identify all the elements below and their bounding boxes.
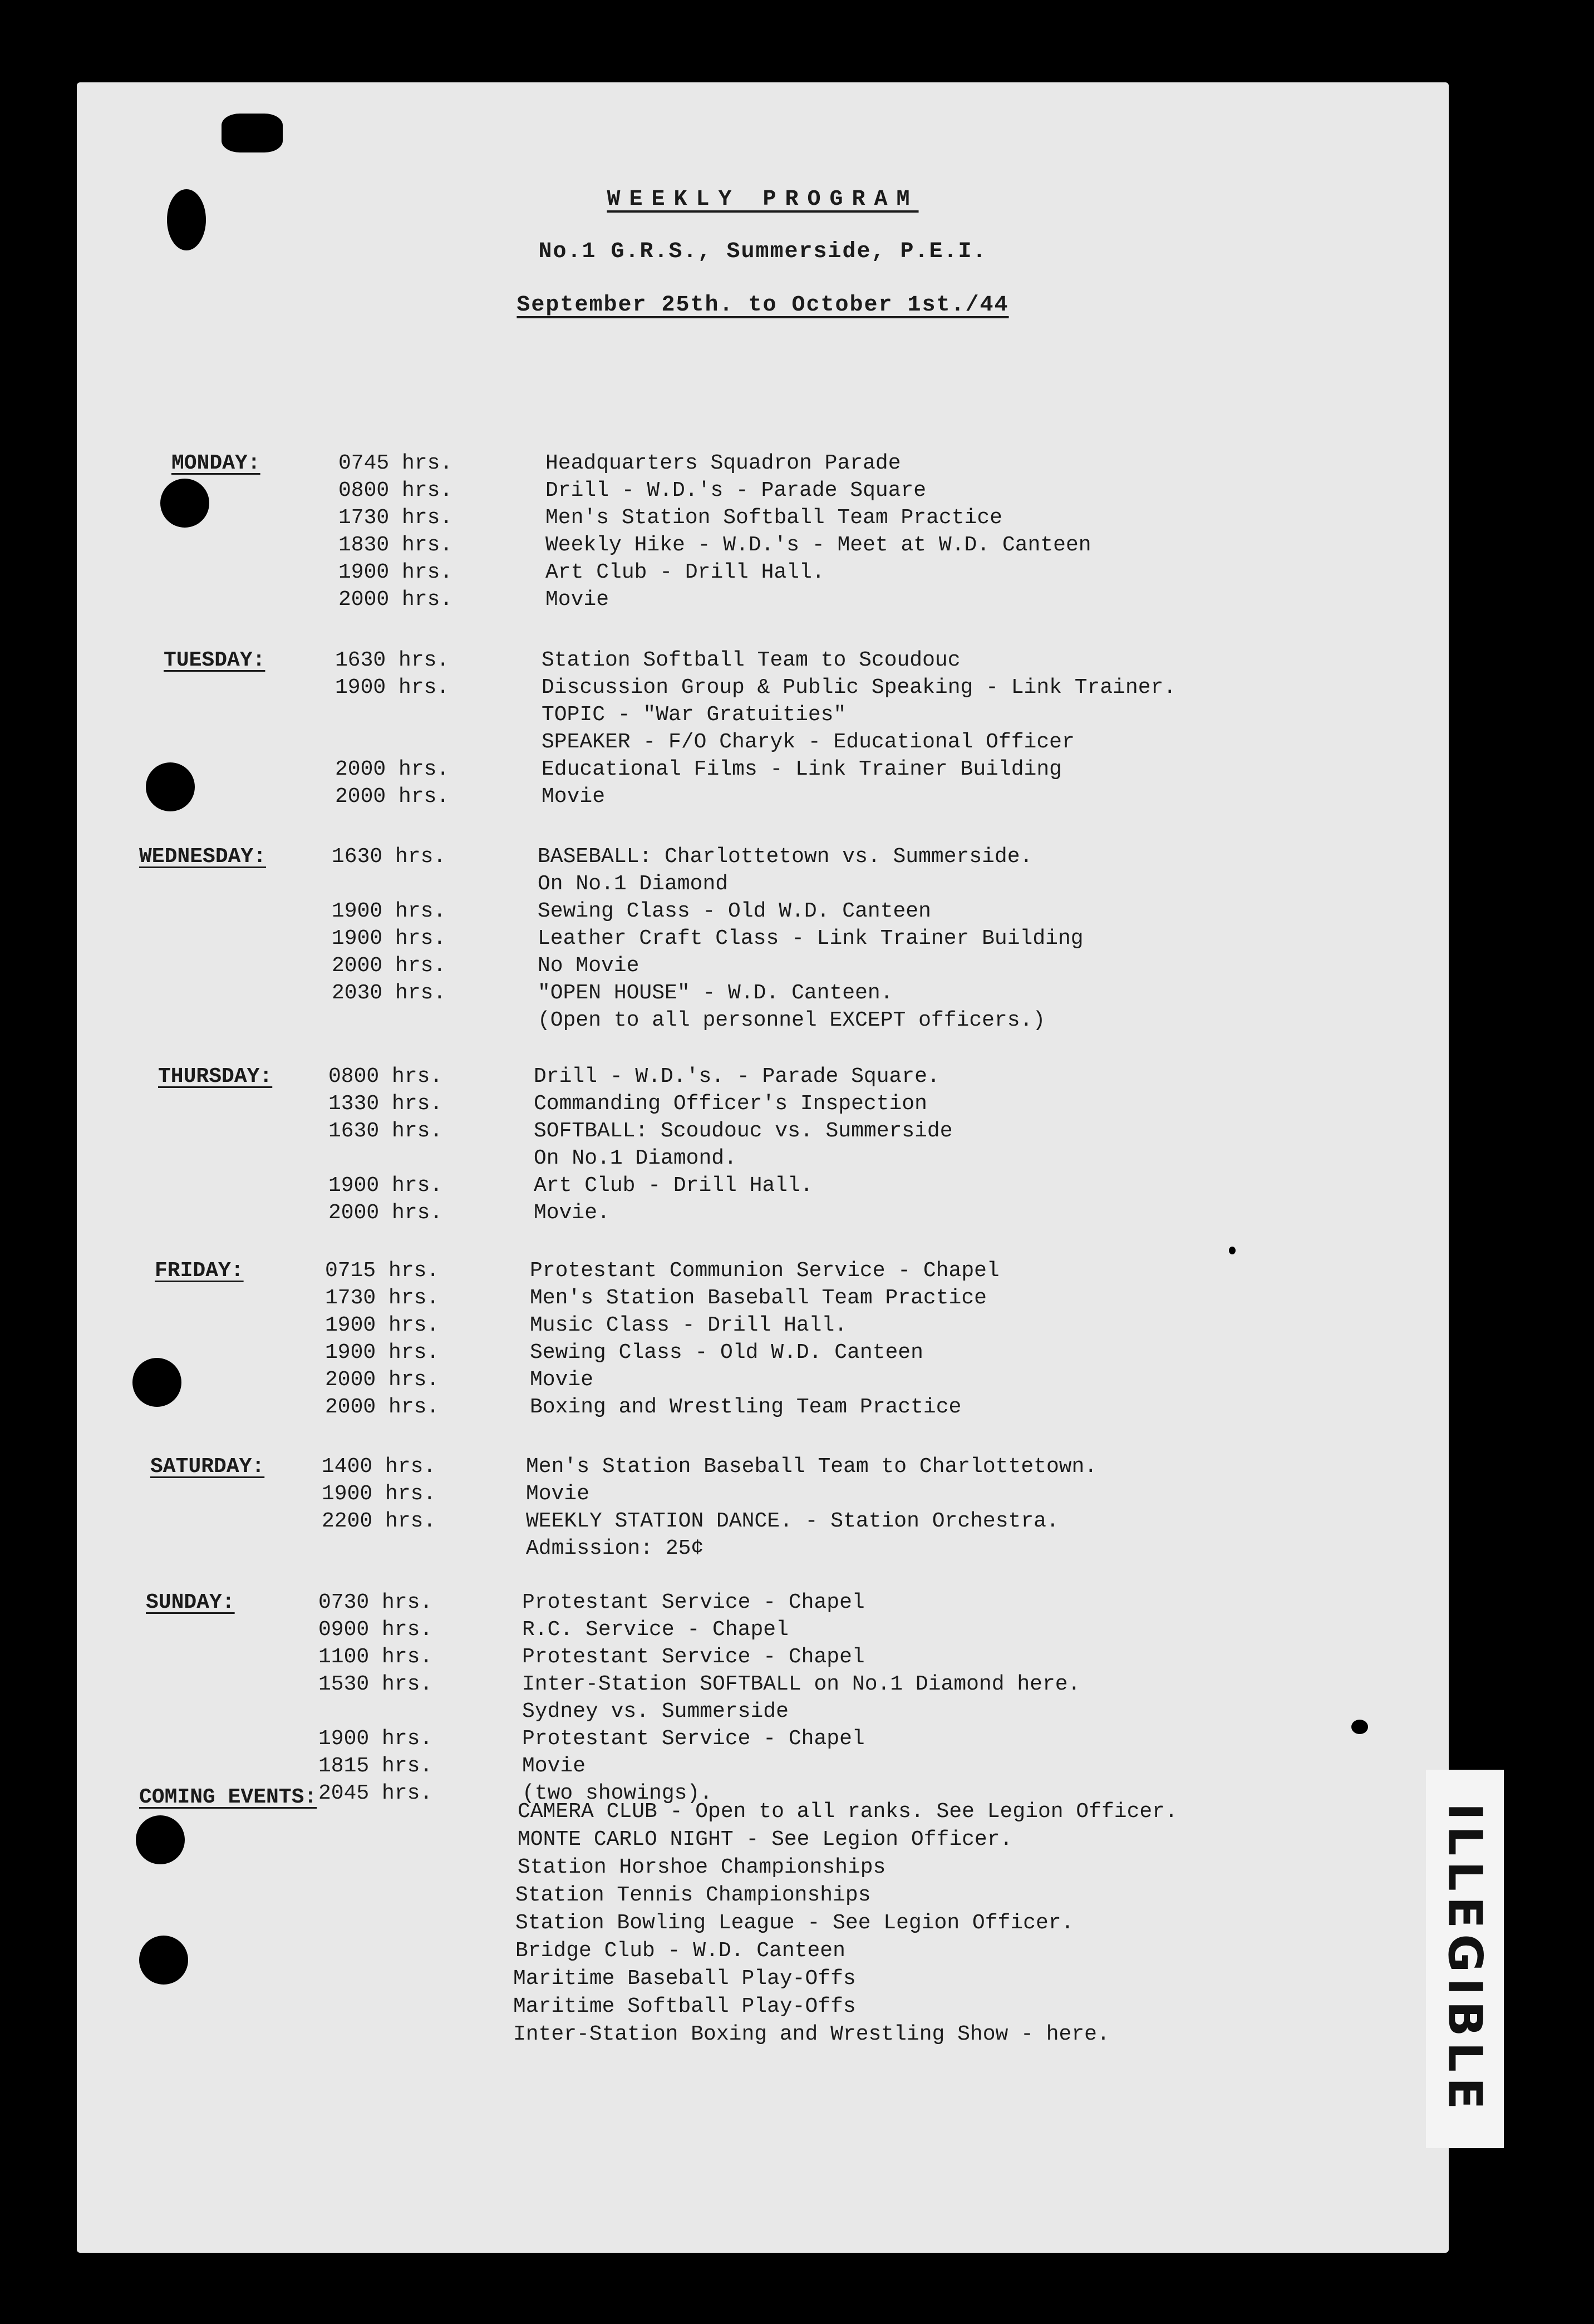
- event-description: Movie.: [534, 1201, 610, 1225]
- event-time: 1900 hrs.: [318, 1727, 433, 1751]
- day-label: MONDAY:: [171, 451, 260, 475]
- punch-hole: [167, 189, 206, 250]
- event-time: 1100 hrs.: [318, 1645, 433, 1669]
- punch-hole: [146, 762, 195, 811]
- event-time: 1900 hrs.: [328, 1174, 443, 1198]
- event-description: Inter-Station SOFTBALL on No.1 Diamond here.: [522, 1672, 1081, 1696]
- event-description: Sewing Class - Old W.D. Canteen: [538, 899, 931, 923]
- event-description: No Movie: [538, 954, 639, 978]
- event-time: 2030 hrs.: [332, 981, 446, 1005]
- event-time: 2000 hrs.: [328, 1201, 443, 1225]
- event-description: (Open to all personnel EXCEPT officers.): [538, 1008, 1046, 1032]
- event-description: Weekly Hike - W.D.'s - Meet at W.D. Canteen: [545, 533, 1091, 557]
- program-title: WEEKLY PROGRAM: [607, 187, 919, 212]
- event-description: Movie: [526, 1482, 590, 1506]
- event-description: Boxing and Wrestling Team Practice: [530, 1395, 962, 1419]
- document-page: [77, 82, 1449, 2253]
- event-description: Drill - W.D.'s - Parade Square: [545, 479, 927, 503]
- event-description: Protestant Service - Chapel: [522, 1727, 865, 1751]
- event-time: 1730 hrs.: [338, 506, 453, 530]
- event-description: BASEBALL: Charlottetown vs. Summerside.: [538, 845, 1033, 869]
- day-label: WEDNESDAY:: [139, 845, 267, 869]
- coming-event-item: Station Tennis Championships: [515, 1883, 871, 1907]
- event-description: On No.1 Diamond: [538, 872, 729, 896]
- event-description: WEEKLY STATION DANCE. - Station Orchestra.: [526, 1509, 1059, 1533]
- event-description: Station Softball Team to Scoudouc: [542, 648, 961, 672]
- event-time: 1900 hrs.: [325, 1313, 440, 1337]
- event-time: 1815 hrs.: [318, 1754, 433, 1778]
- event-time: 2000 hrs.: [325, 1395, 440, 1419]
- coming-event-item: Station Horshoe Championships: [518, 1855, 886, 1879]
- event-description: SOFTBALL: Scoudouc vs. Summerside: [534, 1119, 953, 1143]
- event-description: Sewing Class - Old W.D. Canteen: [530, 1341, 923, 1365]
- event-description: SPEAKER - F/O Charyk - Educational Officer: [542, 730, 1075, 754]
- day-label: SATURDAY:: [150, 1455, 265, 1479]
- event-description: TOPIC - "War Gratuities": [542, 703, 847, 727]
- event-description: Sydney vs. Summerside: [522, 1700, 789, 1724]
- event-time: 1900 hrs.: [332, 927, 446, 951]
- coming-event-item: Maritime Softball Play-Offs: [513, 1995, 856, 2018]
- event-time: 1730 hrs.: [325, 1286, 440, 1310]
- event-time: 2000 hrs.: [332, 954, 446, 978]
- event-description: R.C. Service - Chapel: [522, 1618, 789, 1642]
- event-description: "OPEN HOUSE" - W.D. Canteen.: [538, 981, 893, 1005]
- event-time: 1400 hrs.: [322, 1455, 436, 1479]
- event-time: 0745 hrs.: [338, 451, 453, 475]
- event-description: Men's Station Baseball Team Practice: [530, 1286, 987, 1310]
- event-time: 1530 hrs.: [318, 1672, 433, 1696]
- illegible-stamp-text: ILLEGIBLE: [1438, 1803, 1493, 2115]
- event-time: 1830 hrs.: [338, 533, 453, 557]
- event-time: 0900 hrs.: [318, 1618, 433, 1642]
- event-time: 1900 hrs.: [335, 676, 450, 700]
- event-time: 2200 hrs.: [322, 1509, 436, 1533]
- event-description: Admission: 25¢: [526, 1537, 704, 1560]
- event-time: 0730 hrs.: [318, 1591, 433, 1614]
- punch-hole: [139, 1936, 188, 1985]
- day-label: FRIDAY:: [155, 1259, 244, 1283]
- event-description: Leather Craft Class - Link Trainer Building: [538, 927, 1084, 951]
- event-description: Headquarters Squadron Parade: [545, 451, 901, 475]
- event-description: (two showings).: [522, 1781, 713, 1805]
- event-time: 1900 hrs.: [325, 1341, 440, 1365]
- coming-event-item: Maritime Baseball Play-Offs: [513, 1967, 856, 1991]
- date-range: September 25th. to October 1st./44: [516, 293, 1009, 318]
- day-label: THURSDAY:: [158, 1065, 273, 1089]
- ink-blot: [222, 114, 283, 152]
- speck: [1229, 1247, 1236, 1254]
- event-time: 2000 hrs.: [338, 588, 453, 612]
- unit-line: No.1 G.R.S., Summerside, P.E.I.: [538, 239, 987, 264]
- event-description: Protestant Service - Chapel: [522, 1591, 865, 1614]
- event-time: 0800 hrs.: [328, 1065, 443, 1089]
- punch-hole: [136, 1815, 185, 1864]
- event-description: Protestant Service - Chapel: [522, 1645, 865, 1669]
- event-description: Commanding Officer's Inspection: [534, 1092, 927, 1116]
- punch-hole: [132, 1358, 181, 1407]
- coming-event-item: CAMERA CLUB - Open to all ranks. See Legion Officer.: [518, 1800, 1178, 1824]
- event-description: Movie: [542, 785, 606, 809]
- event-description: Protestant Communion Service - Chapel: [530, 1259, 1000, 1283]
- event-time: 2000 hrs.: [325, 1368, 440, 1392]
- event-description: Art Club - Drill Hall.: [545, 560, 825, 584]
- event-time: 1630 hrs.: [332, 845, 446, 869]
- event-description: Educational Films - Link Trainer Building: [542, 757, 1062, 781]
- event-description: Movie: [522, 1754, 586, 1778]
- event-time: 0800 hrs.: [338, 479, 453, 503]
- coming-event-item: Inter-Station Boxing and Wrestling Show - here.: [513, 2022, 1110, 2046]
- illegible-stamp: [1426, 1770, 1504, 2148]
- coming-event-item: MONTE CARLO NIGHT - See Legion Officer.: [518, 1828, 1013, 1852]
- event-description: Drill - W.D.'s. - Parade Square.: [534, 1065, 940, 1089]
- coming-event-item: Station Bowling League - See Legion Officer.: [515, 1911, 1074, 1935]
- day-label: TUESDAY:: [164, 648, 265, 672]
- event-time: 0715 hrs.: [325, 1259, 440, 1283]
- event-description: Movie: [545, 588, 609, 612]
- event-description: Movie: [530, 1368, 594, 1392]
- event-time: 1630 hrs.: [335, 648, 450, 672]
- coming-events-label: COMING EVENTS:: [139, 1785, 317, 1809]
- event-time: 1900 hrs.: [338, 560, 453, 584]
- event-description: Men's Station Softball Team Practice: [545, 506, 1002, 530]
- event-description: On No.1 Diamond.: [534, 1146, 737, 1170]
- event-description: Art Club - Drill Hall.: [534, 1174, 813, 1198]
- event-description: Discussion Group & Public Speaking - Link Trainer.: [542, 676, 1177, 700]
- event-time: 1630 hrs.: [328, 1119, 443, 1143]
- event-description: Men's Station Baseball Team to Charlottetown.: [526, 1455, 1098, 1479]
- event-time: 1900 hrs.: [322, 1482, 436, 1506]
- coming-event-item: Bridge Club - W.D. Canteen: [515, 1939, 845, 1963]
- event-time: 1900 hrs.: [332, 899, 446, 923]
- event-description: Music Class - Drill Hall.: [530, 1313, 848, 1337]
- event-time: 2000 hrs.: [335, 757, 450, 781]
- event-time: 1330 hrs.: [328, 1092, 443, 1116]
- day-label: SUNDAY:: [146, 1591, 235, 1614]
- speck: [1351, 1720, 1368, 1734]
- punch-hole: [160, 479, 209, 528]
- event-time: 2045 hrs.: [318, 1781, 433, 1805]
- event-time: 2000 hrs.: [335, 785, 450, 809]
